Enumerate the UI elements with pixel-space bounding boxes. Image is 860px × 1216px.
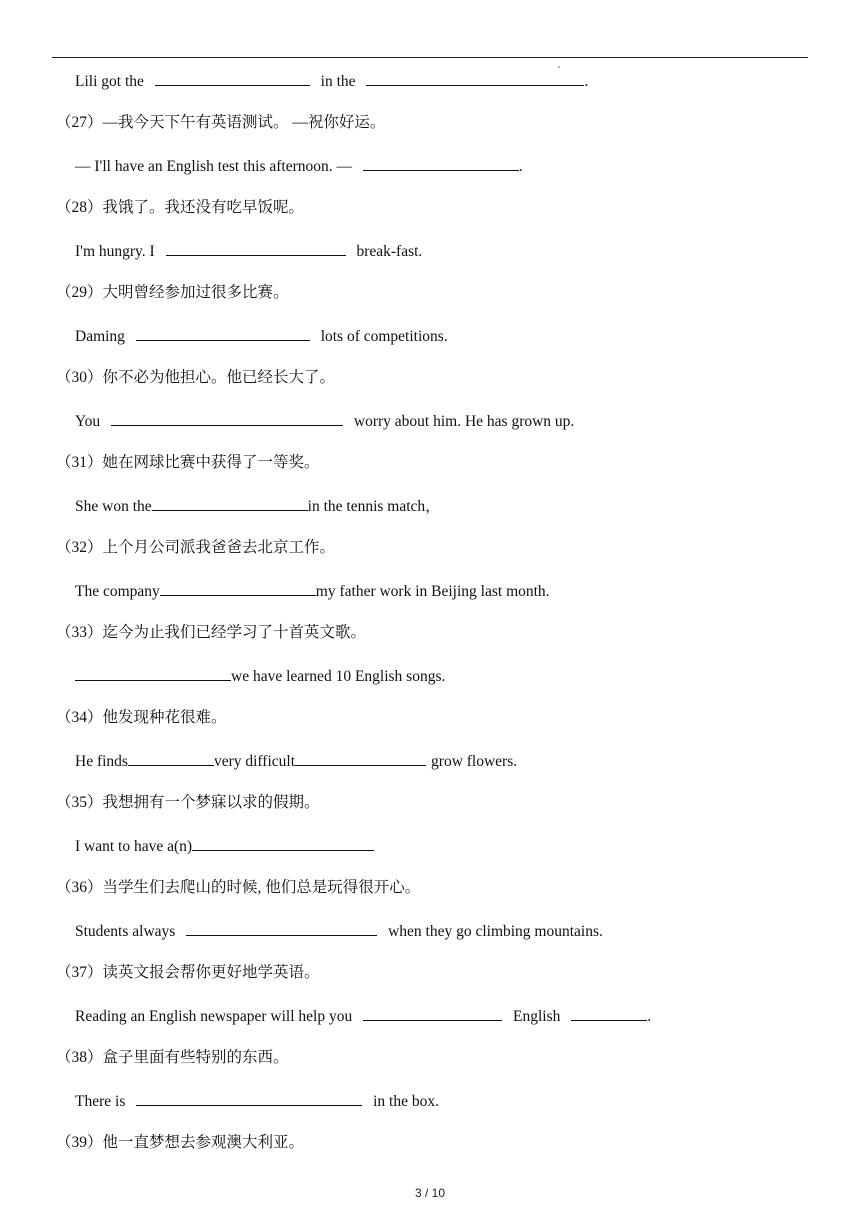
- question-34: （34）他发现种花很难。: [56, 709, 227, 726]
- page-number: 3 / 10: [414, 1186, 446, 1200]
- answer-blank[interactable]: [160, 581, 316, 596]
- answer-text: grow flowers.: [431, 753, 518, 770]
- answer-blank[interactable]: [166, 241, 346, 256]
- answer-text: I'm hungry. I: [75, 243, 155, 260]
- answer-blank[interactable]: [186, 921, 377, 936]
- answer-line-36: [75, 921, 603, 942]
- answer-text: Lili got the: [75, 73, 144, 90]
- question-33: （33）迄今为止我们已经学习了十首英文歌。: [56, 624, 367, 641]
- header-rule: [52, 57, 808, 58]
- answer-blank[interactable]: [111, 411, 343, 426]
- answer-blank[interactable]: [363, 1006, 502, 1021]
- stray-dot: [558, 66, 560, 68]
- answer-line-31: [75, 496, 441, 517]
- answer-text: very difficult: [213, 753, 296, 770]
- question-38: （38）盒子里面有些特别的东西。: [56, 1049, 289, 1066]
- answer-text: my father work in Beijing last month.: [315, 583, 550, 600]
- answer-text: .: [518, 158, 523, 175]
- answer-text: .: [647, 1008, 652, 1025]
- question-39: （39）他一直梦想去参观澳大利亚。: [56, 1134, 305, 1151]
- answer-text: He finds: [75, 753, 128, 770]
- answer-text: in the tennis match，: [307, 498, 441, 515]
- question-31: （31）她在网球比赛中获得了一等奖。: [56, 454, 320, 471]
- answer-line-28: [75, 241, 422, 262]
- answer-line-27: [75, 156, 523, 177]
- answer-blank[interactable]: [363, 156, 519, 171]
- question-27: （27）—我今天下午有英语测试。 —祝你好运。: [56, 114, 386, 131]
- question-36: （36）当学生们去爬山的时候, 他们总是玩得很开心。: [56, 879, 421, 896]
- question-35: （35）我想拥有一个梦寐以求的假期。: [56, 794, 320, 811]
- answer-text: lots of competitions.: [320, 328, 448, 345]
- answer-text: break-fast.: [356, 243, 423, 260]
- answer-line-37: [75, 1006, 651, 1027]
- answer-blank[interactable]: [295, 751, 426, 766]
- answer-text: There is: [75, 1093, 126, 1110]
- answer-blank[interactable]: [136, 326, 310, 341]
- answer-text: — I'll have an English test this afternoon. —: [75, 158, 353, 175]
- question-30: （30）你不必为他担心。他已经长大了。: [56, 369, 336, 386]
- answer-blank[interactable]: [75, 666, 231, 681]
- answer-text: Daming: [75, 328, 125, 345]
- answer-text: The company: [75, 583, 160, 600]
- answer-text: You: [75, 413, 101, 430]
- answer-text: we have learned 10 English songs.: [231, 668, 446, 685]
- answer-text: in the box.: [373, 1093, 439, 1110]
- answer-text: English: [512, 1008, 561, 1025]
- question-29: （29）大明曾经参加过很多比赛。: [56, 284, 289, 301]
- answer-blank[interactable]: [152, 496, 308, 511]
- answer-line-30: [75, 411, 574, 432]
- answer-line-33: [75, 666, 445, 687]
- question-32: （32）上个月公司派我爸爸去北京工作。: [56, 539, 336, 556]
- answer-line-34: [75, 751, 517, 772]
- answer-text: Students always: [75, 923, 176, 940]
- answer-text: in the: [320, 73, 356, 90]
- answer-text: when they go climbing mountains.: [388, 923, 603, 940]
- answer-text: She won the: [75, 498, 152, 515]
- question-28: （28）我饿了。我还没有吃早饭呢。: [56, 199, 305, 216]
- answer-line-32: [75, 581, 550, 602]
- answer-text: .: [584, 73, 589, 90]
- question-37: （37）读英文报会帮你更好地学英语。: [56, 964, 320, 981]
- answer-blank[interactable]: [366, 71, 584, 86]
- answer-text: Reading an English newspaper will help you: [75, 1008, 353, 1025]
- answer-blank[interactable]: [136, 1091, 362, 1106]
- answer-line-35: [75, 836, 374, 857]
- answer-blank[interactable]: [128, 751, 214, 766]
- answer-blank[interactable]: [192, 836, 374, 851]
- answer-blank[interactable]: [571, 1006, 647, 1021]
- answer-text: I want to have a(n): [75, 838, 193, 855]
- answer-line-26: [75, 71, 588, 92]
- answer-line-29: [75, 326, 448, 347]
- answer-line-38: [75, 1091, 439, 1112]
- answer-blank[interactable]: [155, 71, 310, 86]
- answer-text: worry about him. He has grown up.: [353, 413, 575, 430]
